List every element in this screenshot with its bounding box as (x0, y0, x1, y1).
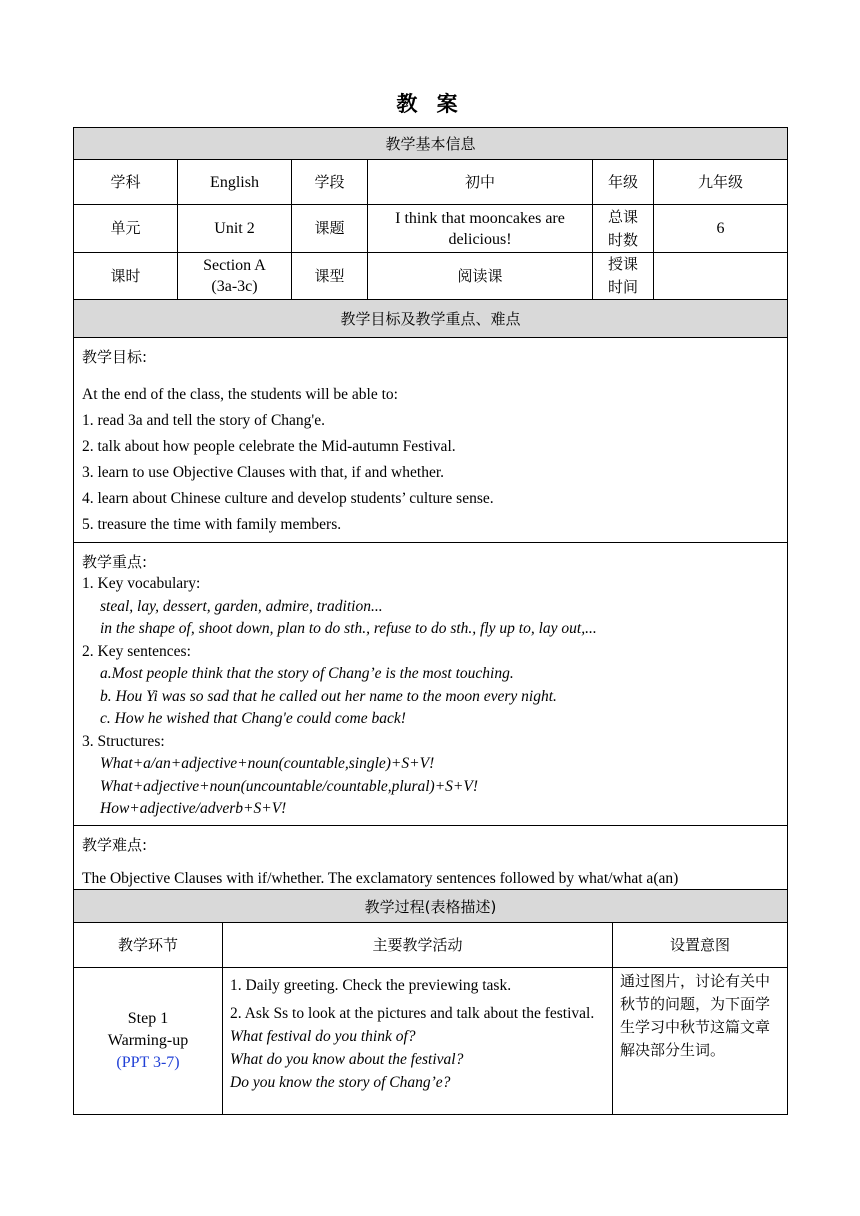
structure-line: How+adjective/adverb+S+V! (100, 800, 287, 817)
section-header-goals: 教学目标及教学重点、难点 (74, 300, 788, 338)
key-vocab-title: 1. Key vocabulary: (82, 575, 201, 592)
step1-ppt-ref: (PPT 3-7) (116, 1054, 180, 1071)
label-subject: 学科 (74, 160, 178, 205)
key-sentence: a.Most people think that the story of Chang’e is the most touching. (100, 665, 514, 682)
key-sentences-title: 2. Key sentences: (82, 642, 191, 660)
step1-activity: 2. Ask Ss to look at the pictures and talk about the festival. (230, 1005, 595, 1022)
section-header-process: 教学过程(表格描述) (74, 890, 788, 923)
label-topic: 课题 (292, 205, 368, 253)
value-unit: Unit 2 (178, 205, 292, 253)
value-period: Section A (3a-3c) (178, 253, 292, 300)
key-sentence: c. How he wished that Chang'e could come back! (100, 710, 406, 727)
objectives-intro: At the end of the class, the students will be able to: (82, 386, 398, 403)
step1-name: Step 1 (127, 1010, 169, 1027)
label-period: 课时 (74, 253, 178, 300)
objective-item: 2. talk about how people celebrate the Mid-autumn Festival. (82, 438, 456, 455)
label-lesson-type: 课型 (292, 253, 368, 300)
value-lesson-type: 阅读课 (368, 253, 593, 300)
step1-stage: Warming-up (107, 1032, 189, 1049)
structure-line: What+a/an+adjective+noun(countable,single)+S+V! (100, 755, 435, 772)
column-header-activities: 主要教学活动 (223, 923, 613, 968)
label-stage: 学段 (292, 160, 368, 205)
value-total-periods: 6 (654, 205, 788, 253)
structure-line: What+adjective+noun(uncountable/countable,plural)+S+V! (100, 777, 479, 795)
step1-activities (223, 968, 613, 1115)
value-stage: 初中 (368, 160, 593, 205)
value-grade: 九年级 (654, 160, 788, 205)
column-header-stage: 教学环节 (74, 923, 223, 968)
objective-item: 3. learn to use Objective Clauses with that, if and whether. (82, 464, 445, 481)
value-topic: I think that mooncakes are delicious! (368, 205, 593, 253)
objective-item: 4. learn about Chinese culture and develop students’ culture sense. (82, 490, 494, 507)
label-teaching-time: 授课时间 (593, 253, 654, 300)
step1-question: What do you know about the festival? (230, 1051, 464, 1068)
difficulties-text: The Objective Clauses with if/whether. The exclamatory sentences followed by what/what a(an) (82, 869, 679, 887)
step1-question: What festival do you think of? (230, 1028, 416, 1045)
value-teaching-time (654, 253, 788, 300)
key-vocab-line: steal, lay, dessert, garden, admire, tradition... (100, 597, 383, 615)
basic-info-table (73, 127, 788, 900)
value-subject: English (178, 160, 292, 205)
process-table (73, 889, 788, 1115)
step1-intent: 通过图片，讨论有关中秋节的问题，为下面学生学习中秋节这篇文章解决部分生词。 (613, 968, 788, 1115)
objective-item: 5. treasure the time with family members. (82, 516, 342, 533)
step1-activity: 1. Daily greeting. Check the previewing task. (230, 977, 512, 994)
label-grade: 年级 (593, 160, 654, 205)
step1-cell (74, 968, 223, 1115)
key-vocab-line: in the shape of, shoot down, plan to do sth., refuse to do sth., fly up to, lay out,... (100, 620, 597, 637)
difficulties-block (74, 825, 788, 899)
column-header-intent: 设置意图 (613, 923, 788, 968)
step1-question: Do you know the story of Chang’e? (230, 1074, 451, 1091)
key-points-title: 教学重点: (82, 553, 148, 571)
objectives-block (74, 338, 788, 543)
key-points-block (74, 543, 788, 826)
key-sentence: b. Hou Yi was so sad that he called out her name to the moon every night. (100, 687, 557, 705)
structures-title: 3. Structures: (82, 732, 165, 750)
objective-item: 1. read 3a and tell the story of Chang'e. (82, 412, 325, 429)
objectives-title: 教学目标: (82, 348, 148, 366)
section-header-basic: 教学基本信息 (74, 128, 788, 160)
label-unit: 单元 (74, 205, 178, 253)
document-title: 教 案 (396, 92, 464, 116)
difficulties-title: 教学难点: (82, 835, 148, 854)
label-total-periods: 总课时数 (593, 205, 654, 253)
